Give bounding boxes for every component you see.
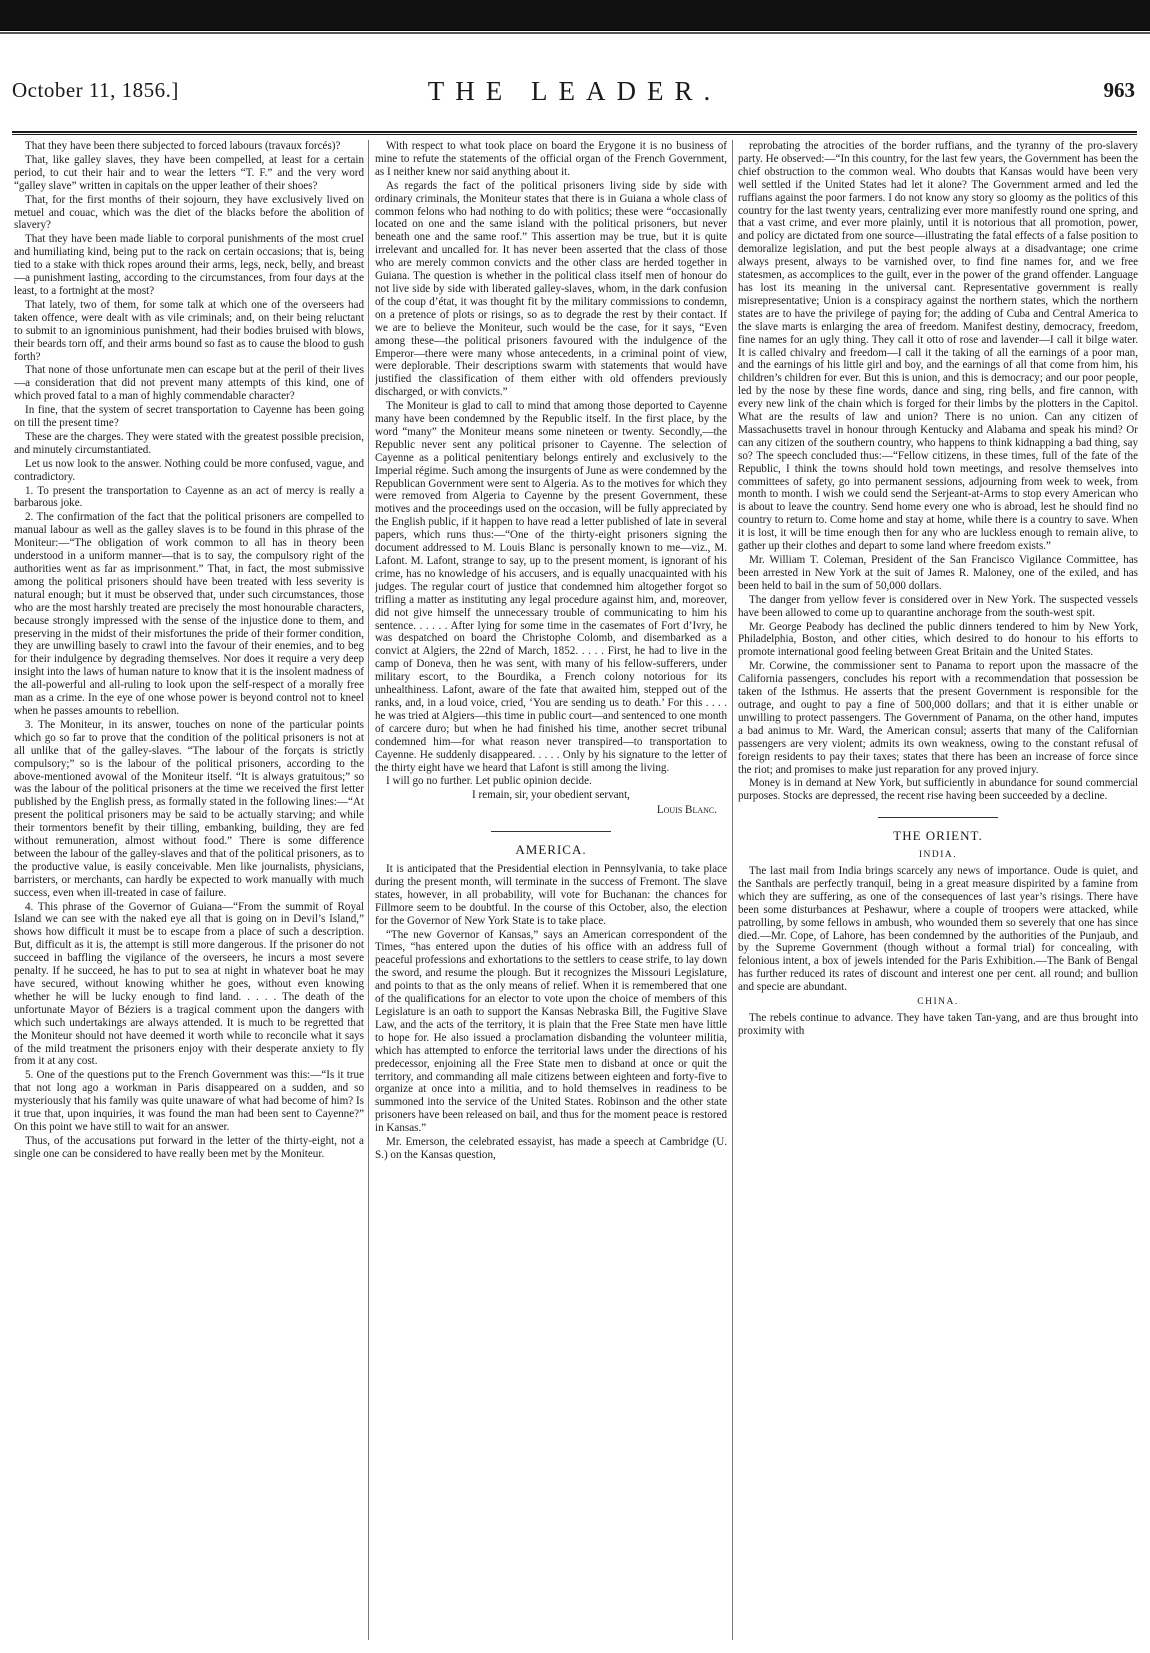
paragraph: 5. One of the questions put to the French Government was this:—“Is it true that not long ago a workman in Paris disappeared on a sudden, and so mysteriously that his family was quite unaware of what had become of him? Is it true that, upon inquiries, it was found the man had been sent to Cayenne?” On this point we have still to wait for an answer. [14,1069,364,1133]
paragraph: I will go no further. Let public opinion decide. [386,775,592,788]
header-rule-thin [12,134,1137,135]
paragraph: These are the charges. They were stated with the greatest possible precision, and minutely circumstantiated. [14,430,364,456]
column-3 [738,140,1138,1645]
paragraph: The Moniteur is glad to call to mind that among those deported to Cayenne many have been condemned by the Republic itself. In the first place, by the word “many” the Moniteur means some nineteen or twenty. Secondly,—the Republic never sent any political prisoner to Cayenne. The selection of Cayenne as a political penitentiary belongs entirely and exclusively to the Imperial régime. Such among the insurgents of June as were condemned by the Republican Government were sent to Algeria. As to the motives for which they were removed from Algeria to Cayenne by the present Government, these motives and the proceedings used on the occasion, will be fully appreciated by the English public, if it happen to have read a letter published of late in several papers, which runs thus:—“One of the thirty-eight prisoners signing the document addressed to M. Louis Blanc is personally known to me—viz., M. Lafont. M. Lafont, strange to say, up to the present moment, is ignorant of his crime, has no knowledge of his accusers, and is equally unacquainted with his judges. The regular court of justice that condemned him altogether forgot so trifling a matter as instituting any legal procedure against him, and, moreover, did not give himself the unnecessary trouble of communicating to him his sentence. . . . . . After lying for some time in the casemates of Fort d’Ivry, he was despatched on board the Christophe Colomb, and disembarked as a convict at Algiers, the 22nd of March, 1852. . . . . First, he had to live in the camp of Doneva, then he was sent, with many of his fellow-sufferers, under military escort, to the Bourdika, a French colony notorious for its unhealthiness. Lafont, aware of the fate that awaited him, stepped out of the ranks, and, in a loud voice, cried, ‘You are sending us to death.’ For this . . . . he was tried at Algiers—this time in public court—and sentenced to one month of carcere duro; but when he had finished his time, another secret tribunal condemned him—for what reason never transpired—to transportation to Cayenne. He suddenly disappeared. . . . . Only by his signature to the letter of the thirty eight have we heard that Lafont is still among the living. [375,400,727,774]
header-rule [12,131,1137,133]
paragraph: “The new Governor of Kansas,” says an American correspondent of the Times, “has entered upon the duties of his office with an address full of peaceful professions and exhortations to the settlers to cease strife, to lay down the sword, and resume the plough. But it recognizes the Missouri Legislature, and points to that as the only means of relief. When it is remembered that one of the qualifications for an elector to vote upon the choice of members of this Legislature is an oath to support the Kansas Nebraska Bill, the Fugitive Slave Law, and the acts of the territory, it is plain that the Free State men have little to hope for. He also issued a proclamation disbanding the volunteer militia, which has attempted to enforce the territorial laws under the directions of his predecessor, enjoining all the Free State men to disband at once or quit the territory, and commanding all male citizens between eighteen and forty-five to organize at once into a militia, and to hold themselves in readiness to be summoned into the service of the United States. Robinson and the other state prisoners have been released on bail, and thus for the moment peace is restored in Kansas.” [375,928,727,1135]
paragraph: Mr. George Peabody has declined the public dinners tendered to him by New York, Philadelphia, Boston, and other cities, which desired to do honour to his efforts to promote international good feeling between Great Britain and the United States. [738,620,1138,659]
column-2 [375,140,727,1645]
paragraph: As regards the fact of the political prisoners living side by side with ordinary criminals, the Moniteur states that there is in Guiana a whole class of common felons who had nothing to do with politics; these were “occasionally located on one and the same island with the political prisoners, but never beneath one and the same roof.” This assertion may be true, but it is quite irrelevant and uncalled for. It has never been asserted that the class of those who are merely common convicts and the other class are herded together in Guiana. The question is whether in the political class itself men of honour do not live side by side with liberated galley-slaves, whom, in the dark confusion of the coup d’état, it was thought fit by the military commissions to condemn, on a pretence of plots or risings, so as to degrade the rest by their contact. If we are to believe the Moniteur, such would be the case, for it says, “Even among these—the political prisoners favoured with the indulgence of the Emperor—there were many whose antecedents, in a criminal point of view, were deplorable. Their descriptions swarm with statements that would have justified the classification of them either with old offenders previously discharged, or with convicts.” [375,179,727,399]
paragraph: The rebels continue to advance. They have taken Tan-yang, and are thus brought into proximity with [738,1012,1138,1037]
paragraph: Money is in demand at New York, but sufficiently in abundance for sound commercial purposes. Stocks are depressed, the recent rise having been succeeded by a decline. [738,777,1138,803]
column-divider [732,140,733,1640]
section-divider [878,817,998,818]
page-header [12,74,1137,134]
paragraph: That, for the first months of their sojourn, they have exclusively lived on metuel and couac, which was the diet of the blacks before the abolition of slavery? [14,193,364,232]
paragraph: That they have been made liable to corporal punishments of the most cruel and humiliating kind, being put to the rack on certain occasions; that is, being tied to a stake with thick ropes around their arms, legs, neck, belly, and breast—a punishment lasting, according to the circumstances, from four days at the least, to a fortnight at the most? [14,233,364,297]
section-title-orient: THE ORIENT. [893,828,983,844]
column-divider [368,140,369,1640]
subhead-china: CHINA. [917,997,959,1008]
paragraph: The danger from yellow fever is considered over in New York. The suspected vessels have been allowed to come up to quarantine anchorage from the south-west spit. [738,593,1138,619]
paragraph: 4. This phrase of the Governor of Guiana—“From the summit of Royal Island we can see with the naked eye all that is going on in Devil’s Island,” shows how difficult it must be to escape from a place of such a description. But, difficult as it is, the attempt is still more dangerous. If the prisoner do not succeed in baffling the vigilance of the overseers, he incurs a most severe penalty. If he succeed, he has to put to sea at night in whatever boat he may have secured, without knowing whither he goes, without even knowing whether he will be lucky enough to find land. . . . . The death of the unfortunate Mayor of Béziers is a tragical comment upon the dangers with which such undertakings are always attended. It is much to be regretted that the Moniteur should not have deemed it worth while to reconcile what it says of the mild treatment the prisoners enjoy with their desperate anxiety to fly from it at any cost. [14,900,364,1068]
paragraph: That lately, two of them, for some talk at which one of the overseers had taken offence, were dealt with as vile criminals; and, on their being reluctant to submit to an ignominious punishment, had their bodies bruised with blows, their beards torn off, and their arms bound so fast as to cause the blood to gush forth? [14,298,364,363]
paragraph: 3. The Moniteur, in its answer, touches on none of the particular points which go so far to prove that the condition of the political prisoners is not at all unlike that of the galley-slaves. “The labour of the forçats is strictly compulsory;” so is the labour of the political prisoners, according to the above-mentioned avowal of the Moniteur itself. “It is always gratuitous;” so was the labour of the political prisoners at the time we received the first letter published by the English press, as formally stated in the following lines:—“At present the political prisoners may be said to be actually starving; and while their tormentors benefit by their tilling, embanking, building, they are fed without remuneration, almost without food.” There is some difference between the labour of the galley-slaves and that of the political prisoners, as to the productive value, is easily conceivable. Men like journalists, physicians, barristers, or merchants, can hardly be expected to work manually with much success, even when ill-treated in case of failure. [14,718,364,899]
paragraph: Mr. Corwine, the commissioner sent to Panama to report upon the massacre of the California passengers, concludes his report with a recommendation that possession be taken of the Isthmus. He asserts that the present Government is responsible for the outrage, and ought to pay a fine of 500,000 dollars; and that it is either unable or unwilling to protect passengers. The Government of Panama, on the other hand, imputes a bad animus to Mr. Ward, the American consul; asserts that many of the Californian passengers are very violent; admits its own weakness, owing to the constant refusal of foreign residents to pay their taxes; states that there has been an increase of force since the riot; and promises to make just reparation for any proved injury. [738,660,1138,776]
subhead-india: INDIA. [918,850,958,861]
paragraph: Let us now look to the answer. Nothing could be more confused, vague, and contradictory. [14,457,364,483]
paragraph: That, like galley slaves, they have been compelled, at least for a certain period, to cut their hair and to wear the letters “T. F.” and the very word “galley slave” written in capitals on the upper leather of their shoes? [14,153,364,192]
paragraph: That they have been there subjected to forced labours (travaux forcés)? [25,140,341,152]
column-1 [14,140,364,1645]
scan-top-bar [0,0,1150,31]
paragraph: reprobating the atrocities of the border ruffians, and the tyranny of the pro-slavery party. He observed:—“In this country, for the last few years, the Government has been the chief obstruction to the common weal. Who doubts that Kansas would have been very well settled if the United States had let it alone? The Government armed and led the ruffians against the poor farmers. I do not know any story so gloomy as the politics of this country for the last twenty years, centralizing ever more manifestly round one spring, and that a vast crime, and ever more plainly, until it is notorious that all promotion, power, and policy are dictated from one source—illustrating the fatal effects of a false position to demoralize legislation, and put the best people always at a disadvantage; one crime always present, always to be varnished over, to find fine names for, and we free statesmen, as accomplices to the guilt, ever in the power of the grand offender. Language has lost its meaning in the universal cant. Representative government is really misrepresentative; Union is a conspiracy against the northern states, which the northern states are to have the privilege of paying for; the adding of Cuba and Central America to the slave marts is enlarging the area of freedom. Manifest destiny, democracy, freedom, fine names for an ugly thing. They call it otto of rose and lavender—I call it bilge water. It is called chivalry and freedom—I call it the taking of all the earnings of a poor man, and the earnings of his little girl and boy, and the earnings of all that come from him, his children’s children for ever. But this is union, and this is democracy; and our poor people, led by the nose by these fine words, dance and sing, ring bells, and fire cannon, with every new link of the chain which is forged for their limbs by the plotters in the Capitol. What are the results of law and union? There is no union. Can any citizen of Massachusetts travel in honour through Kentucky and Alabama and speak his mind? Or can any citizen of the southern country, who happens to think kidnapping a bad thing, say so? The speech concluded thus:—“Fellow citizens, in these times, full of the fate of the Republic, I think the towns should hold town meetings, and resolve themselves into committees of safety, go into permanent sessions, adjourning from week to week, from month to month. I wish we could send the Serjeant-at-Arms to stop every American who is about to leave the country. Send home every one who is abroad, lest he should find no country to return to. Come home and stay at home, while there is a country to save. When it is lost, it will be time enough then for any who are luckless enough to remain alive, to gather up their clothes and depart to some land where freedom exists.” [738,140,1138,553]
masthead-title: THE LEADER. [427,76,722,106]
page-number: 963 [1103,78,1135,102]
paragraph: 2. The confirmation of the fact that the political prisoners are compelled to manual labour as well as the galley slaves is to be found in this phrase of the Moniteur:—“The obligation of work common to all has in theory been understood in a uniform manner—that is to say, the compulsory right of the authorities went as far as imprisonment.” That, in fact, the most submissive among the political prisoners should have been treated with less severity is natural enough; but it must be observed that, under such circumstances, those who are the most harshly treated are precisely the most honourable characters, because strongly impressed with the sense of the injustice done to them, and preserving in the midst of their misfortunes the pride of their former condition, they are unwilling basely to crawl into the favour of their enemies, and to beg for their indulgence by degrading themselves. Nor does it require a very deep insight into the laws of human nature to know that it is the insolent madness of the all-powerful and all-ruling to look upon the self-respect of a morally free man as a crime. In the eye of one whose power is beyond control not to kneel when he passes amounts to rebellion. [14,511,364,717]
issue-date: October 11, 1856.] [12,78,179,102]
paragraph: The last mail from India brings scarcely any news of importance. Oude is quiet, and the Santhals are perfectly tranquil, being in a great measure dispirited by a famine from which they are suffering, as one of the consequences of last year’s risings. There have been some disturbances at Peshawur, where a couple of troopers were attacked, while patrolling, by some fellows in ambush, who wounded them so severely that one has since died.—Mr. Cope, of Lahore, has been condemned by the authorities of the Punjaub, and by the Supreme Government (though without a formal trial) for concealing, with felonious intent, a box of jewels intended for the Paris Exhibition.—The Bank of Bengal has further reduced its rates of discount and interest one per cent. all round; and bullion and specie are abundant. [738,865,1138,994]
letter-closing: I remain, sir, your obedient servant, [472,789,630,802]
paragraph: 1. To present the transportation to Cayenne as an act of mercy is really a barbarous joke. [14,484,364,510]
paragraph: That none of those unfortunate men can escape but at the peril of their lives—a consideration that did not prevent many attempts of this kind, one of which proved fatal to a man of highly commendable character? [14,364,364,403]
paragraph: Mr. Emerson, the celebrated essayist, has made a speech at Cambridge (U. S.) on the Kansas question, [375,1136,727,1161]
paragraph: In fine, that the system of secret transportation to Cayenne has been going on till the present time? [14,404,364,430]
letter-signature: Louis Blanc. [656,804,717,817]
paragraph: With respect to what took place on board the Erygone it is no business of mine to refute the statements of the official organ of the French Government, as I neither knew nor said anything about it. [375,140,727,178]
section-divider [491,831,611,832]
paragraph: It is anticipated that the Presidential election in Pennsylvania, to take place during the present month, will terminate in the success of Fremont. The slave states, however, in all probability, will vote for Buchanan: the chances for Fillmore seem to be doubtful. In the course of this October, also, the election for the Governor of New York State is to take place. [375,863,727,927]
paragraph: Thus, of the accusations put forward in the letter of the thirty-eight, not a single one can be considered to have really been met by the Moniteur. [14,1134,364,1160]
paragraph: Mr. William T. Coleman, President of the San Francisco Vigilance Committee, has been arrested in New York at the suit of James R. Maloney, one of the exiled, and has been held to bail in the sum of 50,000 dollars. [738,554,1138,592]
section-title-america: AMERICA. [515,842,587,858]
